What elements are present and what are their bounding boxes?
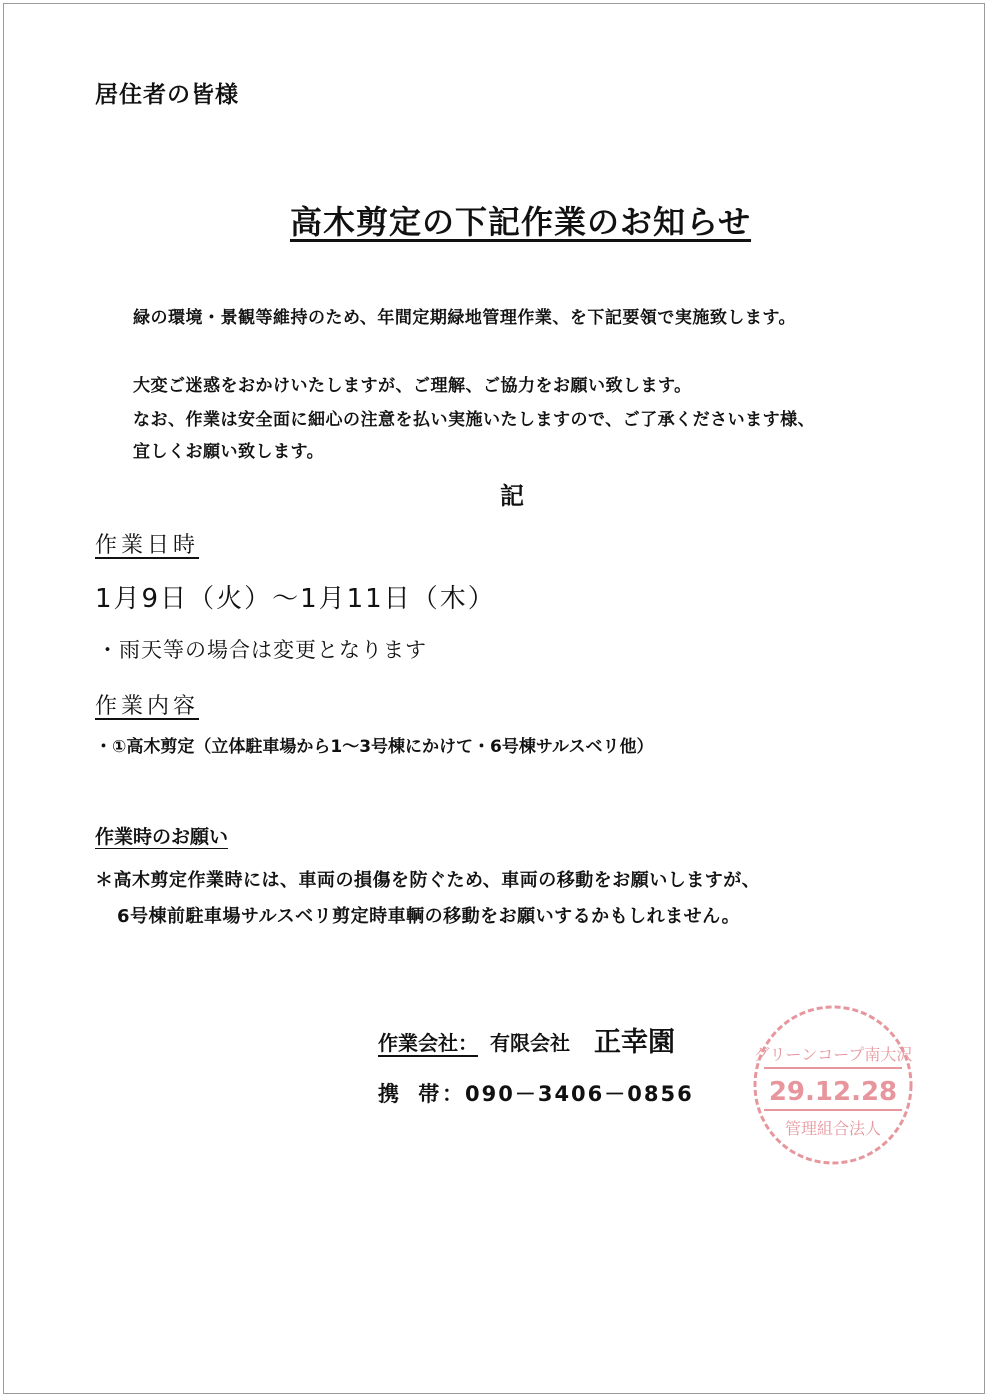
paragraph-apology: 大変ご迷惑をおかけいたしますが、ご理解、ご協力をお願い致します。 — [133, 376, 692, 396]
schedule-heading: 作業日時 — [95, 533, 200, 558]
paragraph-closing: 宜しくお願い致します。 — [133, 442, 325, 462]
addressee: 居住者の皆様 — [95, 82, 239, 108]
received-date-stamp — [748, 1000, 918, 1170]
ki-heading: 記 — [500, 482, 524, 510]
content-heading: 作業内容 — [95, 694, 200, 719]
phone-label: 携 帯 — [378, 1082, 446, 1106]
paragraph-purpose: 緑の環境・景観等維持のため、年間定期緑地管理作業、を下記要領で実施致します。 — [133, 308, 796, 328]
stamp-top-text: グリーンコープ南大沢 — [753, 1045, 913, 1064]
stamp-date: 29.12.28 — [768, 1077, 898, 1107]
request-heading: 作業時のお願い — [95, 826, 229, 848]
content-item: ・①高木剪定（立体駐車場から1～3号棟にかけて・6号棟サルスベリ他） — [95, 737, 654, 757]
phone-number: ：090－3406－0856 — [442, 1082, 694, 1106]
stamp-bottom-text: 管理組合法人 — [784, 1119, 882, 1138]
rain-note: ・雨天等の場合は変更となります — [97, 638, 427, 662]
request-line-1: ＊高木剪定作業時には、車両の損傷を防ぐため、車両の移動をお願いしますが、 — [95, 870, 761, 891]
notice-title: 高木剪定の下記作業のお知らせ — [290, 203, 752, 241]
schedule-dates: 1月9日（火）～1月11日（木） — [95, 584, 496, 614]
company-type: 有限会社 — [490, 1031, 570, 1055]
company-label: 作業会社： — [378, 1031, 478, 1055]
company-name: 正幸園 — [594, 1027, 675, 1058]
paragraph-safety: なお、作業は安全面に細心の注意を払い実施いたしますので、ご了承くださいます様、 — [133, 410, 816, 430]
request-line-2: 6号棟前駐車場サルスベリ剪定時車輌の移動をお願いするかもしれません。 — [117, 906, 741, 927]
